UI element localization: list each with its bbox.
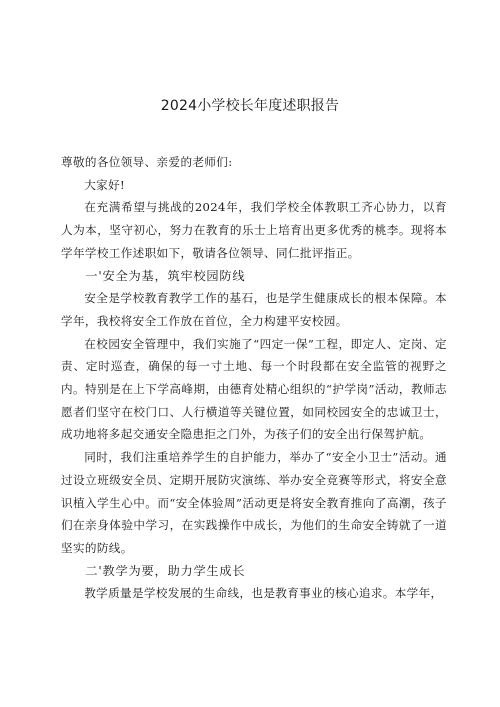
salutation: 尊敬的各位领导、亲爱的老师们: — [61, 155, 233, 169]
section-heading-teaching: 二'教学为要，助力学生成长 — [85, 563, 246, 578]
intro-paragraph: 在充满希望与挑战的2024年，我们学校全体教职工齐心协力，以育人为本，坚守初心，努力在教育的乐士上培育出更多优秀的桃李。现将本学年学校工作述职如下，敬请各位领导、同仁批评指正。 — [61, 200, 447, 260]
section-heading-safety: 一'安全为基，筑牢校园防线 — [85, 268, 246, 283]
document-title: 2024小学校长年度述职报告 — [160, 98, 340, 114]
paragraph: 安全是学校教育教学工作的基石，也是学生健康成长的根本保障。本学年，我校将安全工作放在首位，全力构建平安校园。 — [61, 291, 447, 328]
paragraph: 在校园安全管理中，我们实施了“四定一保”工程，即定人、定岗、定责、定时巡查，确保的每一寸土地、每一个时段都在安全监管的视野之内。特别是在上下学高峰期，由德育处精心组织的“护学岗”活动，教师志愿者们坚守在校门口、人行横道等关键位置，如同校园安全的忠诚卫士，成功地将多起交通安全隐患拒之门外，为孩子们的安全出行保驾护航。 — [61, 336, 447, 442]
paragraph: 教学质量是学校发展的生命线，也是教育事业的核心追求。本学年， — [84, 586, 443, 601]
greeting: 大家好! — [84, 177, 126, 192]
paragraph: 同时，我们注重培养学生的自护能力，举办了“安全小卫士”活动。通过设立班级安全员、定期开展防灾演练、举办安全竞赛等形式，将安全意识植入学生心中。而“安全体验周”活动更是将安全教育推向了高潮，孩子们在亲身体验中学习，在实践操作中成长，为他们的生命安全铸就了一道坚实的防线。 — [61, 450, 447, 555]
document-body — [61, 151, 447, 605]
